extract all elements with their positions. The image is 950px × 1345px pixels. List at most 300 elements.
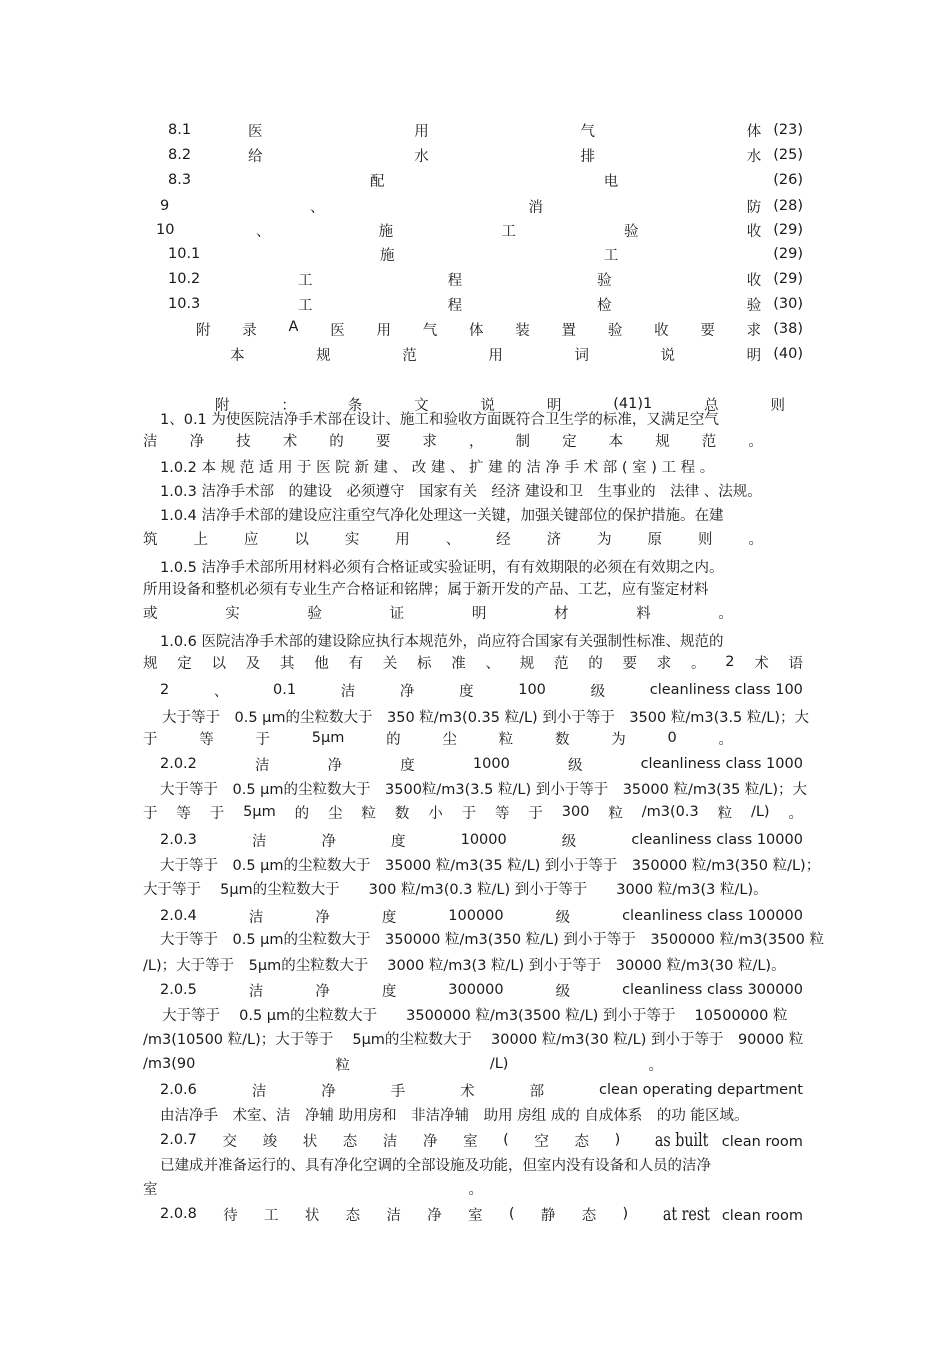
text-token: 室 (463, 1133, 478, 1150)
toc-page-number: (28) (773, 198, 803, 214)
text-token: 。 (648, 1057, 663, 1074)
text-line (160, 852, 821, 876)
toc-entry[interactable] (168, 143, 803, 167)
toc-title (370, 170, 618, 191)
toc-title-char: 体 (746, 123, 762, 140)
text-token: 的 (329, 433, 344, 450)
text-token: 说 (480, 397, 495, 414)
text-token: 经 (496, 531, 511, 548)
text-token: 明 (471, 605, 487, 622)
toc-number: 9 (160, 198, 170, 214)
text-token: 度 (381, 909, 397, 926)
text-token: 则 (697, 531, 713, 548)
text-token: /L) (489, 1056, 509, 1072)
text-token: 洁 (251, 1083, 267, 1100)
text-token: 有 (348, 655, 363, 672)
text-token: 5μm (243, 804, 276, 820)
toc-entry[interactable] (160, 194, 803, 218)
text-token: 待 (223, 1207, 238, 1224)
text-run: 由洁净手 术室、洁 净辅 助用房和 非洁净辅 助用 房组 成的 自成体系 的功 能区域。 (160, 1107, 749, 1124)
text-token: 级 (567, 757, 583, 774)
text-token: 净 (422, 1133, 438, 1150)
text-run: 大于等于 0.5 μm的尘粒数大于 35000 粒/m3(35 粒/L) 到小于等于 350000 粒/m3(350 粒/L)； (160, 857, 821, 874)
text-token: 0 (667, 730, 677, 746)
text-token: 净 (427, 1207, 442, 1224)
text-token: 技 (236, 433, 251, 450)
text-token: 2.0.8 (160, 1206, 197, 1222)
toc-title-char: 求 (746, 322, 762, 339)
text-token: 。 (718, 731, 733, 748)
text-token: 态 (574, 1133, 590, 1150)
text-token: 净 (321, 833, 336, 850)
toc-title-char: 验 (624, 223, 639, 240)
text-token: 、 (445, 531, 461, 548)
text-run: 1.0.5 洁净手术部所用材料必须有合格证或实验证明，有有效期限的必须在有效期之内。 (160, 559, 724, 576)
toc-title-char: 验 (746, 297, 762, 314)
text-token: 100000 (448, 908, 504, 924)
text-line (162, 1002, 803, 1026)
text-token: 级 (555, 983, 571, 1000)
text-token: 2.0.3 (160, 832, 197, 848)
text-token: 术 (460, 1083, 475, 1100)
toc-title-char: 体 (469, 322, 484, 339)
text-line (143, 876, 803, 900)
toc-title-char: 用 (488, 347, 503, 364)
toc-title-char: 附 (196, 322, 211, 339)
text-token: 手 (390, 1083, 406, 1100)
text-token: 于 (528, 805, 543, 822)
text-token: 等 (494, 805, 510, 822)
text-token: 。 (718, 605, 733, 622)
toc-entry[interactable] (168, 292, 803, 316)
toc-title (248, 145, 761, 166)
toc-page-number: (23) (773, 122, 803, 138)
text-token: 以 (211, 655, 226, 672)
text-line (160, 1128, 803, 1152)
text-run: 1.0.2 本 规 范 适 用 于 医 院 新 建 、 改 建 、 扩 建 的 洁 净 手 术 部 ( 室 ) 工 程 。 (160, 459, 715, 476)
toc-number: 10.3 (168, 296, 201, 312)
toc-title-char: 电 (603, 173, 619, 190)
toc-title (230, 344, 761, 365)
text-line (160, 1102, 803, 1126)
text-token: cleanliness class 100000 (622, 908, 803, 924)
text-token: 部 (529, 1083, 545, 1100)
toc-title-char: 排 (580, 148, 595, 165)
toc-number: 8.3 (168, 172, 192, 188)
toc-title-char: 收 (746, 223, 762, 240)
text-line (160, 1152, 803, 1176)
text-line (160, 454, 803, 478)
text-run: 1.0.3 洁净手术部 的建设 必须遵守 国家有关 经济 建设和卫 生事业的 法律 、法规。 (160, 483, 762, 500)
text-token: 、 (485, 655, 500, 672)
text-token: 级 (561, 833, 577, 850)
text-token: 2 (725, 654, 735, 670)
text-token: 静 (540, 1207, 556, 1224)
text-line (160, 926, 824, 950)
text-line (160, 752, 803, 776)
text-line (143, 576, 803, 600)
toc-title-char: 工 (501, 223, 516, 240)
text-token: 于 (255, 731, 271, 748)
text-token: 小 (428, 805, 443, 822)
text-line (143, 526, 763, 550)
toc-title-char: 医 (248, 123, 263, 140)
text-line (143, 600, 733, 624)
text-token: 或 (143, 605, 158, 622)
text-token: 上 (193, 531, 208, 548)
text-token: 。 (691, 655, 706, 672)
text-token: 粒 (608, 805, 623, 822)
toc-entry[interactable] (168, 242, 803, 266)
text-token: ： (281, 397, 296, 414)
text-token: 于 (461, 805, 477, 822)
text-token: 条 (347, 397, 363, 414)
text-token: 规 (655, 433, 670, 450)
text-token: ) (614, 1132, 621, 1148)
text-token: 5μm (311, 730, 345, 746)
text-token: 态 (342, 1133, 358, 1150)
text-token: 1000 (472, 756, 510, 772)
text-token: clean operating department (599, 1082, 803, 1098)
text-token: /m3(90 (143, 1056, 196, 1072)
text-run: 1.0.4 洁净手术部的建设应注重空气净化处理这一关键，加强关键部位的保护措施。在建 (160, 507, 724, 524)
toc-title (298, 294, 761, 315)
text-token: 10000 (460, 832, 507, 848)
text-token: ， (468, 433, 484, 450)
text-token: 级 (590, 683, 606, 700)
toc-page-number: (29) (773, 246, 803, 262)
text-token: 粒 (498, 731, 514, 748)
toc-entry[interactable] (156, 218, 803, 242)
text-line (160, 554, 803, 578)
toc-title-char: A (288, 318, 299, 335)
text-token: 。 (748, 433, 763, 450)
text-line (143, 650, 803, 674)
text-token: 粒 (717, 805, 733, 822)
toc-title-char: 工 (298, 272, 313, 289)
text-token: 室 (143, 1181, 158, 1198)
text-line (160, 978, 803, 1002)
toc-title-char: 录 (242, 322, 257, 339)
toc-title (248, 120, 761, 141)
toc-title-char: 、 (256, 223, 271, 240)
text-line (143, 1176, 483, 1200)
text-token: cleanliness class 10000 (631, 832, 803, 848)
toc-title-char: 气 (580, 123, 595, 140)
toc-title-char: 本 (230, 347, 245, 364)
text-token: /m3(0.3 (641, 804, 699, 820)
text-token: 济 (546, 531, 562, 548)
toc-title-char: 防 (746, 199, 762, 216)
text-token: 材 (554, 605, 569, 622)
text-token: 标 (417, 655, 432, 672)
text-token: 术 (754, 655, 769, 672)
text-token: 洁 (251, 833, 267, 850)
toc-entry[interactable] (168, 118, 803, 142)
text-token: 范 (701, 433, 717, 450)
toc-title-char: 收 (746, 272, 762, 289)
text-token: 原 (647, 531, 663, 548)
toc-title-char: 施 (380, 247, 395, 264)
text-token: 2.0.4 (160, 908, 197, 924)
text-token: 数 (394, 805, 410, 822)
toc-title-char: 验 (597, 272, 612, 289)
text-token: 300000 (448, 982, 504, 998)
toc-number: 8.1 (168, 122, 192, 138)
text-token: 2.0.6 (160, 1082, 197, 1098)
text-token: 求 (422, 433, 437, 450)
text-token: 2.0.2 (160, 756, 197, 772)
toc-title-char: 消 (528, 199, 543, 216)
text-token: at rest clean room (662, 1203, 803, 1225)
text-line (143, 726, 733, 750)
toc-page-number: (30) (773, 296, 803, 312)
text-token: 净 (315, 983, 330, 1000)
text-token: 净 (327, 757, 343, 774)
toc-title-char: 给 (248, 148, 263, 165)
text-line (160, 776, 808, 800)
text-token: 于 (143, 805, 158, 822)
text-line (143, 952, 803, 976)
text-token: (41)1 (613, 396, 653, 412)
toc-title-char: 要 (700, 322, 715, 339)
text-token: 室 (468, 1207, 483, 1224)
text-token: 0.1 (273, 682, 297, 698)
text-line (160, 1078, 803, 1102)
text-line (160, 904, 803, 928)
toc-title-char: 水 (414, 148, 429, 165)
text-line (162, 704, 810, 728)
text-token: 。 (788, 805, 803, 822)
text-token: 附 (215, 397, 230, 414)
text-run: 所用设备和整机必须有专业生产合格证和铭牌；属于新开发的产品、工艺，应有鉴定材料 (143, 581, 709, 598)
text-token: 要 (622, 655, 637, 672)
toc-title-char: 配 (370, 173, 385, 190)
text-token: 状 (302, 1133, 318, 1150)
text-line (143, 1026, 803, 1050)
text-token: cleanliness class 300000 (622, 982, 803, 998)
text-token: 用 (395, 531, 410, 548)
text-token: 要 (375, 433, 391, 450)
toc-title (196, 319, 761, 340)
text-token: ( (503, 1132, 509, 1148)
toc-title-char: 工 (603, 247, 619, 264)
text-token: 等 (176, 805, 191, 822)
text-token: 尘 (328, 805, 343, 822)
text-token: 、 (213, 683, 229, 700)
text-line (143, 428, 763, 452)
text-token: 净 (399, 683, 415, 700)
text-token: 术 (282, 433, 298, 450)
text-token: 度 (459, 683, 474, 700)
toc-entry[interactable] (230, 342, 803, 366)
text-token: 验 (307, 605, 322, 622)
text-token: 总 (704, 397, 719, 414)
toc-title-char: 工 (298, 297, 313, 314)
text-run: 大于等于 0.5 μm的尘粒数大于 350000 粒/m3(350 粒/L) 到小于等于 3500000 粒/m3(3500 粒 (160, 931, 824, 948)
text-token: 制 (515, 433, 530, 450)
text-token: 态 (345, 1207, 361, 1224)
text-token: 于 (209, 805, 225, 822)
text-token: 关 (382, 655, 398, 672)
toc-page-number: (40) (773, 346, 803, 362)
toc-title-char: 规 (316, 347, 331, 364)
text-token: 等 (199, 731, 214, 748)
toc-entry[interactable] (168, 267, 803, 291)
toc-page-number: (26) (773, 172, 803, 188)
toc-title (256, 220, 761, 241)
toc-number: 10 (156, 222, 175, 238)
text-line (160, 478, 803, 502)
text-token: 为 (597, 531, 612, 548)
text-token: 洁 (248, 983, 264, 1000)
toc-title-char: 词 (574, 347, 589, 364)
toc-title-char: 用 (414, 123, 429, 140)
text-token: 2 (160, 682, 170, 698)
text-token: 为 (611, 731, 626, 748)
text-token: as built clean room (654, 1129, 803, 1151)
toc-entry[interactable] (196, 317, 803, 341)
text-token: 的 (386, 731, 401, 748)
text-token: 证 (389, 605, 405, 622)
text-token: 洁 (340, 683, 356, 700)
text-token: 100 (518, 682, 546, 698)
text-line (160, 678, 803, 702)
text-token: 粒 (335, 1057, 350, 1074)
text-token: 范 (554, 655, 569, 672)
text-run: 已建成并准备运行的、具有净化空调的全部设施及功能，但室内没有设备和人员的洁净 (160, 1157, 711, 1174)
text-token: 洁 (143, 433, 158, 450)
text-token: 尘 (442, 731, 457, 748)
toc-title-char: 检 (597, 297, 612, 314)
toc-page-number: (29) (773, 271, 803, 287)
text-token: 洁 (386, 1207, 401, 1224)
text-token: 粒 (361, 805, 376, 822)
text-token: 语 (788, 655, 803, 672)
toc-title-char: 范 (402, 347, 417, 364)
text-token: 他 (314, 655, 329, 672)
text-line (160, 406, 803, 430)
toc-title (380, 244, 618, 265)
text-token: ( (508, 1206, 515, 1222)
text-token: 300 (561, 804, 590, 820)
toc-title-char: 用 (376, 322, 391, 339)
text-token: 其 (280, 655, 295, 672)
text-token: 明 (546, 397, 562, 414)
text-token-emphasis: at rest (662, 1203, 710, 1225)
text-token: 状 (304, 1207, 320, 1224)
text-token: 筑 (143, 531, 158, 548)
text-token: 态 (581, 1207, 597, 1224)
text-token: 的 (294, 805, 310, 822)
text-token: ) (622, 1206, 629, 1222)
text-token: 2.0.5 (160, 982, 197, 998)
toc-title-char: 程 (447, 272, 463, 289)
text-run: 大于等于 0.5 μm的尘粒数大于 3500粒/m3(3.5 粒/L) 到小于等于 35000 粒/m3(35 粒/L)；大 (160, 781, 808, 798)
text-token: 净 (189, 433, 205, 450)
text-token: 求 (656, 655, 672, 672)
toc-title-char: 水 (746, 148, 762, 165)
text-line (160, 502, 803, 526)
text-token: 数 (554, 731, 570, 748)
toc-page-number: (29) (773, 222, 803, 238)
text-token: cleanliness class 1000 (640, 756, 803, 772)
text-token: 度 (391, 833, 406, 850)
text-token: cleanliness class 100 (649, 682, 803, 698)
text-token: 定 (177, 655, 192, 672)
text-run: 大于等于 5μm的尘粒数大于 300 粒/m3(0.3 粒/L) 到小于等于 3000 粒/m3(3 粒/L)。 (143, 881, 768, 898)
toc-number: 8.2 (168, 147, 192, 163)
toc-number: 10.1 (168, 246, 201, 262)
text-token: 则 (770, 397, 785, 414)
text-token: 定 (562, 433, 577, 450)
toc-title-char: 收 (654, 322, 669, 339)
text-run: 大于等于 0.5 μm的尘粒数大于 3500000 粒/m3(3500 粒/L) 到小于等于 10500000 粒 (162, 1007, 788, 1024)
toc-title-char: 医 (330, 322, 345, 339)
toc-page-number: (38) (773, 321, 803, 337)
toc-title-char: 说 (660, 347, 676, 364)
toc-title-char: 明 (746, 347, 762, 364)
toc-title (310, 196, 761, 217)
text-token: 文 (414, 397, 429, 414)
text-run: 大于等于 0.5 μm的尘粒数大于 350 粒/m3(0.35 粒/L) 到小于等于 3500 粒/m3(3.5 粒/L)；大 (162, 709, 810, 726)
text-token: 工 (264, 1207, 279, 1224)
text-token: 度 (381, 983, 397, 1000)
text-token: 本 (608, 433, 624, 450)
text-line (160, 828, 803, 852)
toc-title-char: 装 (515, 322, 530, 339)
text-token: 实 (344, 531, 360, 548)
text-token: 以 (294, 531, 309, 548)
text-token: 净 (315, 909, 330, 926)
text-token: 空 (534, 1133, 549, 1150)
toc-title-char: 程 (447, 297, 463, 314)
text-token: 于 (143, 731, 158, 748)
text-token: 。 (748, 531, 763, 548)
text-token: 准 (451, 655, 466, 672)
toc-title-char: 、 (310, 199, 325, 216)
text-token: 净 (321, 1083, 336, 1100)
text-token: 实 (225, 605, 240, 622)
text-token: 。 (468, 1181, 483, 1198)
toc-title (298, 269, 761, 290)
text-token: 洁 (382, 1133, 398, 1150)
text-token: 料 (636, 605, 651, 622)
text-token-emphasis: as built (654, 1129, 709, 1151)
text-token: 交 (222, 1133, 237, 1150)
toc-title-char: 气 (422, 322, 438, 339)
text-token: 应 (243, 531, 259, 548)
text-token: 2.0.7 (160, 1132, 197, 1148)
text-token: 规 (143, 655, 158, 672)
text-line (160, 1202, 803, 1226)
text-token: 洁 (255, 757, 270, 774)
text-line (160, 628, 803, 652)
toc-title-char: 验 (607, 322, 623, 339)
text-run: /L)；大于等于 5μm的尘粒数大于 3000 粒/m3(3 粒/L) 到小于等于 30000 粒/m3(30 粒/L)。 (143, 957, 786, 974)
text-token: /L) (750, 804, 770, 820)
text-token: 度 (400, 757, 415, 774)
text-line (143, 1052, 663, 1076)
text-run: /m3(10500 粒/L)；大于等于 5μm的尘粒数大于 30000 粒/m3(30 粒/L) 到小于等于 90000 粒 (143, 1031, 804, 1048)
text-run: 1.0.6 医院洁净手术部的建设除应执行本规范外，尚应符合国家有关强制性标准、规范的 (160, 633, 724, 650)
toc-title-char: 施 (378, 223, 394, 240)
text-token: 的 (588, 655, 603, 672)
toc-entry[interactable] (168, 168, 803, 192)
text-token: 规 (519, 655, 535, 672)
text-run: 1、0.1 为使医院洁净手术部在设计、施工和验收方面既符合卫生学的标准，又满足空气 (160, 411, 719, 428)
text-token: 竣 (262, 1133, 278, 1150)
